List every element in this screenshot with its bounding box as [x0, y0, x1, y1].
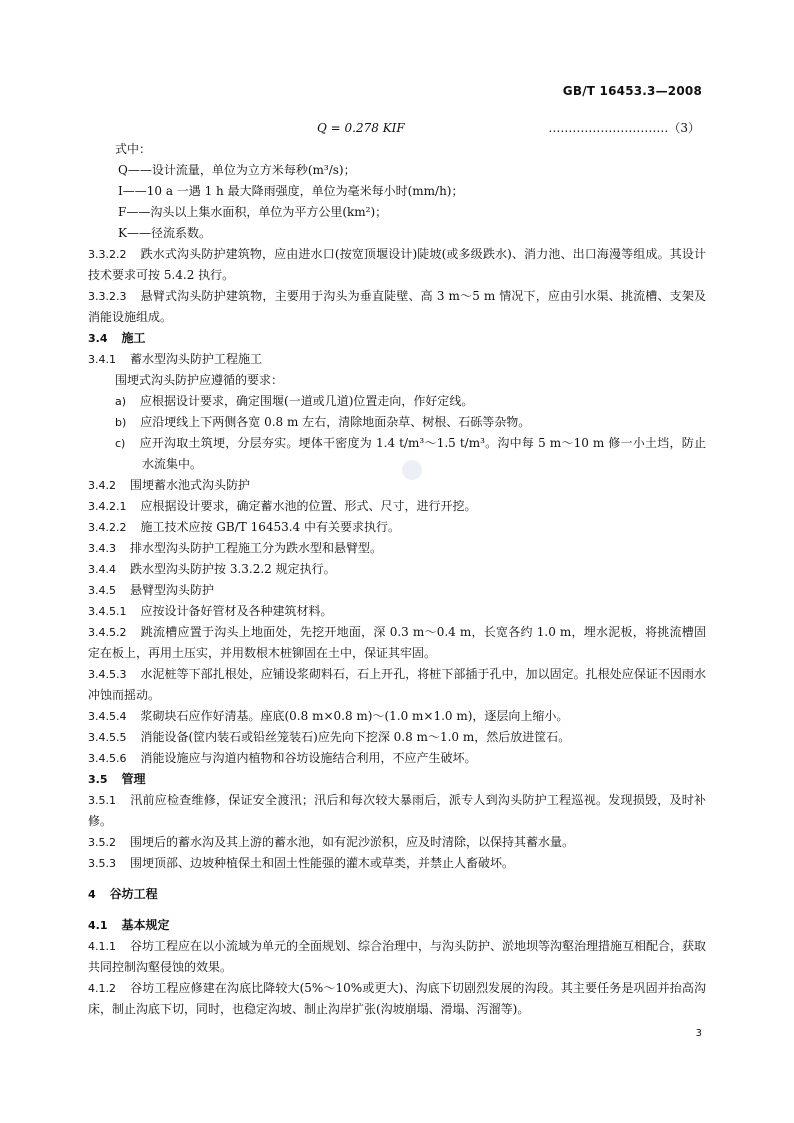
clause-text: 管理 — [121, 772, 146, 786]
clause-paragraph — [88, 706, 706, 727]
clause-text: 汛前应检查维修，保证安全渡汛；汛后和每次较大暴雨后，派专人到沟头防护工程巡视。发现损毁，及时补修。 — [88, 793, 706, 828]
clause-text: 围埂蓄水池式沟头防护 — [130, 478, 251, 492]
section-title: 谷坊工程 — [109, 887, 158, 901]
clause-number: 3.4.5.4 — [88, 710, 127, 723]
clause-number: 4.1 — [88, 919, 108, 932]
var-q: Q——设计流量，单位为立方米每秒(m³/s)； — [118, 163, 356, 177]
clause-text: 应沿埂线上下两侧各宽 0.8 m 左右，清除地面杂草、树根、石砾等杂物。 — [140, 415, 531, 429]
clause-text: 基本规定 — [121, 918, 170, 932]
clause-paragraph — [88, 538, 706, 559]
clause-number: 3.4.2 — [88, 479, 116, 492]
clause-text: 跳流槽应置于沟头上地面处，先挖开地面，深 0.3 m～0.4 m，长宽各约 1.0 m，埋水泥板，将挑流槽固定在板上，再用土压实，并用数根木桩铆固在土中，保证其牢固。 — [88, 625, 706, 660]
clause-list — [88, 244, 706, 874]
clause-paragraph — [88, 286, 706, 328]
clause-paragraph — [88, 769, 706, 790]
var-k: K——径流系数。 — [118, 226, 211, 240]
clause-paragraph — [88, 601, 706, 622]
clause-paragraph — [88, 580, 706, 601]
clause-number: 3.4.2.1 — [88, 500, 127, 513]
clause-number: 3.5.2 — [88, 836, 116, 849]
clause-text: 消能设备(筐内装石或铅丝笼装石)应先向下挖深 0.8 m～1.0 m，然后放进筐石。 — [140, 730, 571, 744]
clause-text: 悬臂式沟头防护建筑物，主要用于沟头为垂直陡壁、高 3 m～5 m 情况下，应由引水渠、挑流槽、支架及消能设施组成。 — [88, 289, 706, 324]
clause-paragraph — [88, 496, 706, 517]
clause-number: 4.1.1 — [88, 940, 116, 953]
clause-paragraph — [88, 328, 706, 349]
clause-text: 施工 — [121, 331, 146, 345]
clause-number: 3.4.1 — [88, 353, 116, 366]
section-number: 4 — [88, 888, 96, 901]
clause-number: a) — [115, 395, 127, 408]
clause-number: 3.4.5.2 — [88, 626, 127, 639]
clause-text: 施工技术应按 GB/T 16453.4 中有关要求执行。 — [140, 520, 401, 534]
clause-text: 围埂后的蓄水沟及其上游的蓄水池，如有泥沙淤积，应及时清除，以保持其蓄水量。 — [130, 835, 575, 849]
clause-paragraph — [88, 978, 706, 1020]
clause-paragraph — [88, 790, 706, 832]
clause-number: 3.5 — [88, 773, 108, 786]
clause-text: 跌水式沟头防护建筑物，应由进水口(按宽顶堰设计)陡坡(或多级跌水)、消力池、出口海漫等组成。其设计技术要求可按 5.4.2 执行。 — [88, 247, 706, 282]
clause-text: 应根据设计要求，确定围堰(一道或几道)位置走向，作好定线。 — [140, 394, 474, 408]
clause-paragraph — [88, 412, 706, 433]
clause-number: 3.4.2.2 — [88, 521, 127, 534]
clause-number: c) — [115, 437, 126, 450]
var-i: I——10 a 一遇 1 h 最大降雨强度，单位为毫米每小时(mm/h)； — [118, 184, 464, 198]
clause-text: 围埂式沟头防护应遵循的要求： — [115, 373, 284, 387]
clause-paragraph — [88, 391, 706, 412]
clause-text: 水泥桩等下部扎根处，应铺设浆砌料石，石上开孔，将桩下部插于孔中，加以固定。扎根处应保证不因雨水冲蚀而摇动。 — [88, 667, 706, 702]
formula-number: …………………………（3） — [548, 121, 700, 135]
where-label: 式中： — [115, 142, 152, 156]
clause-paragraph — [88, 853, 706, 874]
clause-text: 消能设施应与沟道内植物和谷坊设施结合利用，不应产生破坏。 — [140, 751, 477, 765]
clause-number: 3.3.2.2 — [88, 248, 127, 261]
clause-paragraph — [88, 664, 706, 706]
formula-line — [88, 118, 706, 139]
clause-paragraph — [88, 475, 706, 496]
section-heading — [88, 884, 706, 905]
clause-number: 3.4.5.3 — [88, 668, 127, 681]
clause-number: 4.1.2 — [88, 982, 116, 995]
formula-expression: Q = 0.278 KIF — [317, 121, 405, 135]
clause-number: 3.4 — [88, 332, 108, 345]
var-f: F——沟头以上集水面积，单位为平方公里(km²)； — [118, 205, 388, 219]
clause-paragraph — [88, 559, 706, 580]
clause-number: 3.5.3 — [88, 857, 116, 870]
clause-number: 3.4.5.5 — [88, 731, 127, 744]
clause-number: 3.4.4 — [88, 563, 116, 576]
clause-paragraph — [88, 370, 706, 391]
clause-number: b) — [115, 416, 127, 429]
clause-text: 应按设计备好管材及各种建筑材料。 — [140, 604, 333, 618]
clause-paragraph — [88, 622, 706, 664]
clause-number: 3.4.3 — [88, 542, 116, 555]
document-body — [88, 118, 706, 1020]
clause-text: 悬臂型沟头防护 — [130, 583, 215, 597]
clause-text: 谷坊工程应修建在沟底比降较大(5%～10%或更大)、沟底下切剧烈发展的沟段。其主要任务是巩固并抬高沟床，制止沟底下切，同时，也稳定沟坡、制止沟岸扩张(沟坡崩塌、滑塌、泻溜等)。 — [88, 981, 706, 1016]
clause-text: 排水型沟头防护工程施工分为跌水型和悬臂型。 — [130, 541, 383, 555]
clause-paragraph — [88, 244, 706, 286]
page-number: 3 — [695, 1028, 702, 1039]
clause-text: 应根据设计要求，确定蓄水池的位置、形式、尺寸，进行开挖。 — [140, 499, 477, 513]
clause-paragraph — [88, 748, 706, 769]
clause-number: 3.5.1 — [88, 794, 116, 807]
clause-paragraph — [88, 936, 706, 978]
clause-number: 3.3.2.3 — [88, 290, 127, 303]
clause-paragraph — [88, 915, 706, 936]
clause-paragraph — [88, 727, 706, 748]
clause-text: 围埂顶部、边坡种植保土和固土性能强的灌木或草类，并禁止人畜破坏。 — [130, 856, 515, 870]
clause-text: 浆砌块石应作好清基。座底(0.8 m×0.8 m)～(1.0 m×1.0 m)，逐层向上缩小。 — [140, 709, 569, 723]
clause-text: 应开沟取土筑埂，分层夯实。埂体干密度为 1.4 t/m³～1.5 t/m³。沟中每 5 m～10 m 修一小土垱，防止水流集中。 — [139, 436, 706, 471]
clause-text: 谷坊工程应在以小流域为单元的全面规划、综合治理中，与沟头防护、淤地坝等沟壑治理措施互相配合，获取共同控制沟壑侵蚀的效果。 — [88, 939, 707, 974]
clause-paragraph — [88, 832, 706, 853]
clause-text: 跌水型沟头防护按 3.3.2.2 规定执行。 — [130, 562, 336, 576]
clause-paragraph — [88, 517, 706, 538]
clause-paragraph — [88, 349, 706, 370]
clause-number: 3.4.5.6 — [88, 752, 127, 765]
clause-text: 蓄水型沟头防护工程施工 — [130, 352, 263, 366]
clause-number: 3.4.5 — [88, 584, 116, 597]
standard-code: GB/T 16453.3—2008 — [562, 84, 702, 98]
clause-paragraph — [88, 433, 706, 475]
clause-number: 3.4.5.1 — [88, 605, 127, 618]
clause-list-2 — [88, 915, 706, 1020]
